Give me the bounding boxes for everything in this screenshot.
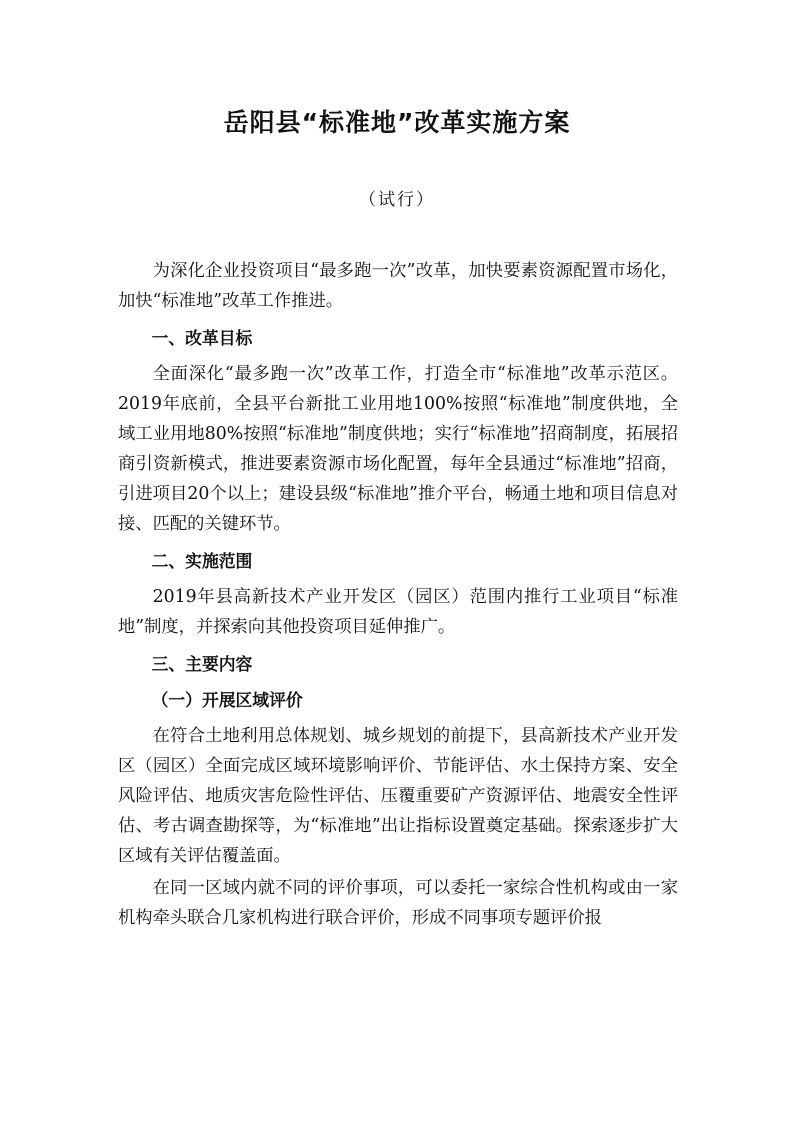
intro-paragraph: 为深化企业投资项目“最多跑一次”改革，加快要素资源配置市场化，加快“标准地”改革工作推进。 <box>118 261 678 311</box>
section-text-scope: 2019年县高新技术产业开发区（园区）范围内推行工业项目“标准地”制度，并探索向其他投资项目延伸推广。 <box>118 587 678 637</box>
document-subtitle: （试行） <box>359 190 435 210</box>
subsection-paragraph-1: 在符合土地利用总体规划、城乡规划的前提下，县高新技术产业开发区（园区）全面完成区域环境影响评价、节能评估、水土保持方案、安全风险评估、地质灾害危险性评估、压覆重要矿产资源评估、地震安全性评估、考古调查勘探等，为“标准地”出让指标设置奠定基础。探索逐步扩大区域有关评估覆盖面。 <box>118 726 678 866</box>
subsection-paragraph-2: 在同一区域内就不同的评价事项，可以委托一家综合性机构或由一家机构牵头联合几家机构进行联合评价，形成不同事项专题评价报 <box>118 878 678 928</box>
section-heading-goals: 一、改革目标 <box>151 328 253 348</box>
section-heading-scope: 二、实施范围 <box>151 551 253 571</box>
document-body <box>118 256 678 933</box>
document-title: 岳阳县“标准地”改革实施方案 <box>223 108 571 137</box>
section-heading-content: 三、主要内容 <box>151 654 253 674</box>
subsection-heading-regional-evaluation: （一）开展区域评价 <box>151 690 303 710</box>
section-text-goals: 全面深化“最多跑一次”改革工作，打造全市“标准地”改革示范区。2019年底前，全县平台新批工业用地100%按照“标准地”制度供地，全域工业用地80%按照“标准地”制度供地；实行“标准地”招商制度，拓展招商引资新模式，推进要素资源市场化配置，每年全县通过“标准地”招商，引进项目20个以上；建设县级“标准地”推介平台，畅通土地和项目信息对接、匹配的关键环节。 <box>118 364 678 534</box>
